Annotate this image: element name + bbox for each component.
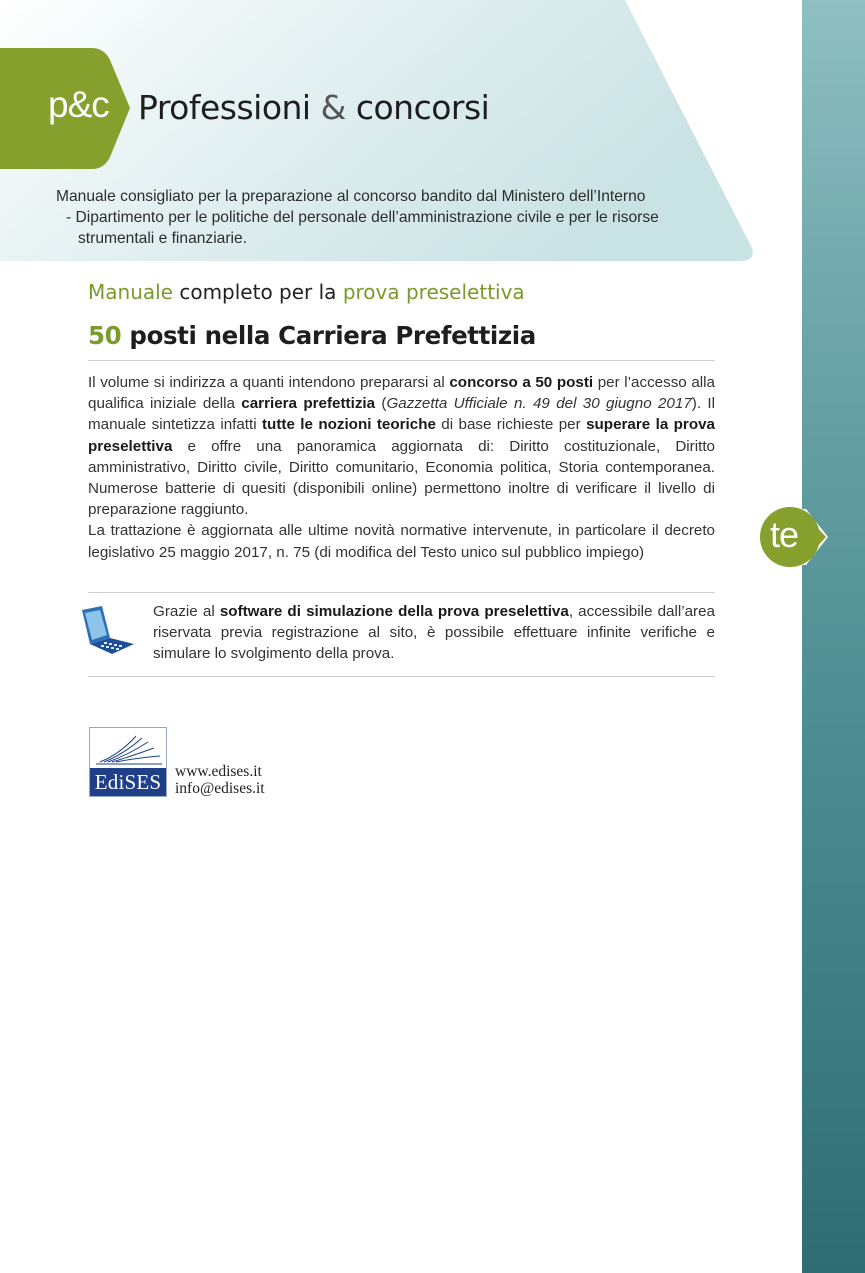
divider <box>88 592 715 593</box>
publisher-logo <box>89 727 167 797</box>
description-text: Il volume si indirizza a quanti intendono prepararsi al concorso a 50 posti per l’accesso alla qualifica iniziale della carriera prefettizia (Gazzetta Ufficiale n. 49 del 30 giugno 2017). Il manuale sintetizza infatti tutte le nozioni teoriche di base richieste per superare la prova preselettiva e offre una panoramica aggiornata di: Diritto costituzionale, Diritto amministrativo, Diritto civile, Diritto comunitario, Economia politica, Storia contemporanea. Numerose batterie di quesiti (disponibili online) permettono inoltre di verificare il livello di preparazione raggiunto. La trattazione è aggiornata alle ultime novità normative intervenute, in particolare il decreto legislativo 25 maggio 2017, n. 75 (di modifica del Testo unico sul pubblico impiego) <box>88 374 715 561</box>
intro-text: Manuale consigliato per la preparazione al concorso bandito dal Ministero dell’Interno - Dipartimento per le politiche del personale dell’amministrazione civile e per le risorse strumentali e finanziarie. <box>56 188 659 247</box>
book-headline: 50 posti nella Carriera Prefettizia <box>88 321 536 350</box>
cover-spine <box>802 0 865 1273</box>
website-link[interactable]: www.edises.it <box>175 763 262 780</box>
te-badge-label: te <box>770 514 799 555</box>
email-link[interactable]: info@edises.it <box>175 780 265 797</box>
laptop-icon <box>80 604 136 656</box>
software-info: Grazie al software di simulazione della prova preselettiva, accessibile dall’area riservata previa registrazione al sito, è possibile effettuare infinite verifiche e simulare lo svolgimento della prova. <box>153 603 716 663</box>
publisher-logo-text: EdiSES <box>90 768 166 796</box>
publisher-contacts <box>175 763 265 797</box>
series-badge: p&c <box>48 84 109 125</box>
book-pages-icon <box>90 728 166 770</box>
series-title: Professioni & concorsi <box>138 88 490 127</box>
book-subtitle: Manuale completo per la prova preselettiva <box>88 280 525 304</box>
divider <box>88 676 715 677</box>
divider <box>88 360 715 361</box>
